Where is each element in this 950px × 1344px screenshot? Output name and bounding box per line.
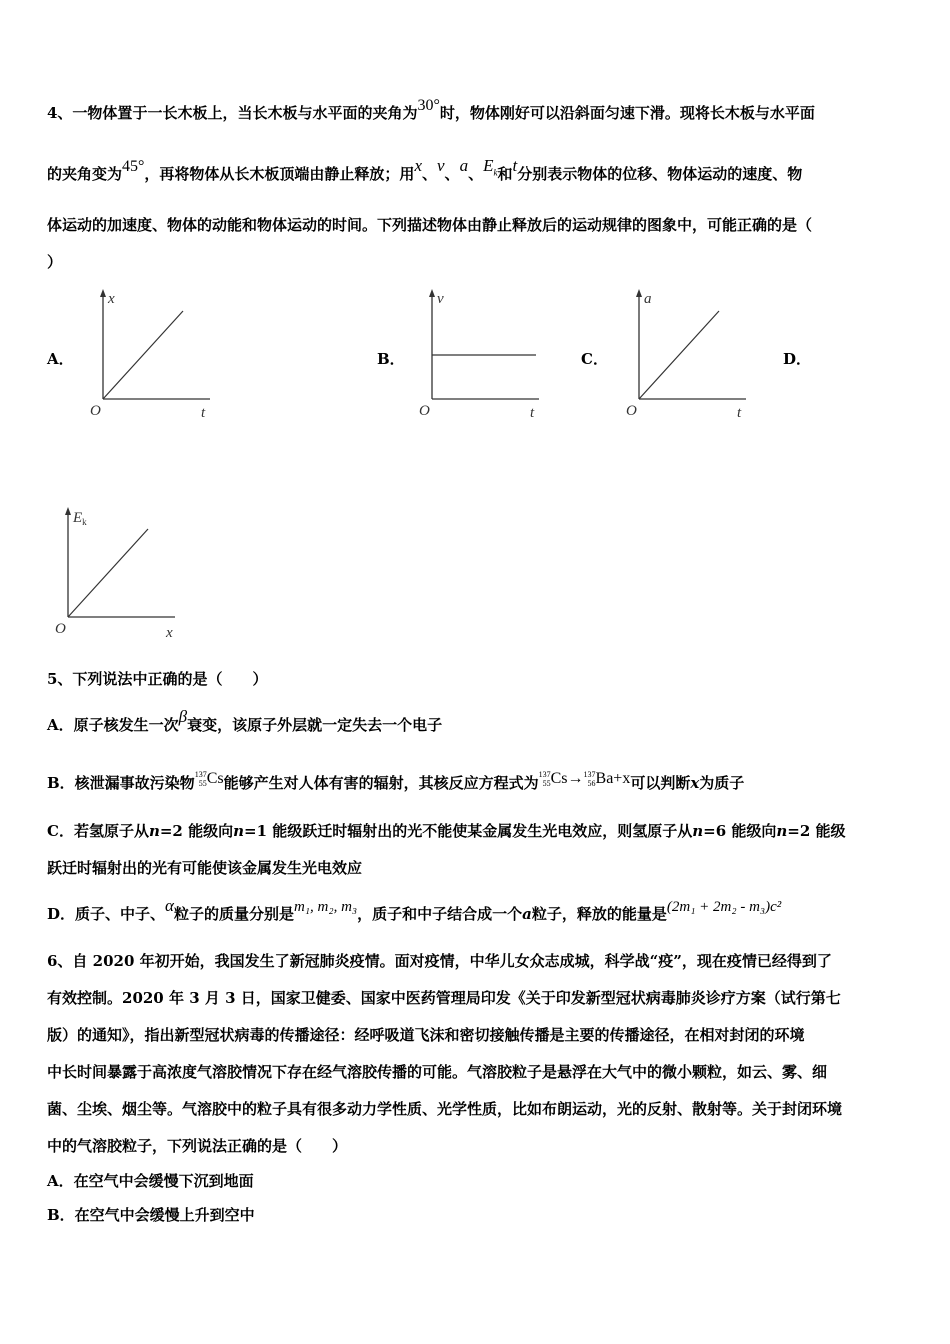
beta-symbol: β: [178, 707, 188, 726]
origin-label: O: [626, 403, 637, 419]
y-arrow: [100, 289, 106, 297]
angle-45: 45°: [122, 158, 145, 175]
y-arrow: [636, 289, 642, 297]
q4-line-1: 4、一物体置于一长木板上，当长木板与水平面的夹角为30°时，物体刚好可以沿斜面匀速下滑。现将长木板与水平面: [47, 97, 815, 122]
q6-line-5: 菌、尘埃、烟尘等。气溶胶中的粒子具有很多动力学性质、光学性质，比如布朗运动，光的反射、散射等。关于封闭环境: [47, 1100, 843, 1118]
q6-line-1: 6、自 2020 年初开始，我国发生了新冠肺炎疫情。面对疫情，中华儿女众志成城，科学战“疫”，现在疫情已经得到了: [47, 952, 832, 970]
graph-a: [88, 287, 218, 422]
alpha-symbol: α: [165, 896, 174, 915]
angle-30: 30°: [417, 97, 440, 114]
energy-formula: (2m₁ + 2m₂ - m₃)c²: [666, 899, 782, 915]
x-label: t: [530, 405, 535, 421]
q6-line-2: 有效控制。2020 年 3 月 3 日，国家卫健委、国家中医药管理局印发《关于印发新型冠状病毒肺炎诊疗方案（试行第七: [47, 989, 841, 1007]
q5-option-c-line-1: C．若氢原子从n=2 能级向n=1 能级跃迁时辐射出的光不能使某金属发生光电效应，则氢原子从n=6 能级向n=2 能级: [47, 822, 846, 840]
q5-option-b: B．核泄漏事故污染物 137 55 Cs能够产生对人体有害的辐射，其核反应方程式为 137 55 Cs→ 137 56 Ba+x可以判断x为质子: [47, 769, 745, 792]
symbol-a: a: [459, 156, 469, 175]
series-line: [68, 529, 148, 617]
symbol-t: t: [512, 156, 518, 175]
origin-label: O: [90, 403, 101, 419]
y-arrow: [65, 507, 71, 515]
x-label: t: [737, 405, 742, 421]
masses: m₁, m₂, m₃: [293, 899, 358, 915]
symbol-x: x: [414, 156, 422, 175]
graph-c: [624, 287, 754, 422]
graph-b: [417, 287, 547, 422]
q6-line-6: 中的气溶胶粒子，下列说法正确的是（ ）: [47, 1137, 348, 1155]
y-label: a: [644, 291, 652, 307]
q6-option-b: B．在空气中会缓慢上升到空中: [47, 1206, 255, 1224]
option-d-label: D．: [783, 350, 812, 368]
decay-equation: 137 55 Cs→ 137 56 Ba+x: [538, 769, 631, 788]
x-label: x: [166, 625, 173, 641]
series-line: [103, 311, 183, 399]
q6-line-3: 版）的通知》，指出新型冠状病毒的传播途径：经呼吸道飞沫和密切接触传播是主要的传播途径，在相对封闭的环境: [47, 1026, 805, 1044]
x-label: t: [201, 405, 206, 421]
q5-option-a: A．原子核发生一次β衰变，该原子外层就一定失去一个电子: [47, 707, 443, 734]
cs-nuclide: 137 55 Cs: [194, 769, 224, 788]
y-label: x: [108, 291, 115, 307]
symbol-ek: $E_k$: [483, 156, 498, 178]
q5-option-c-line-2: 跃迁时辐射出的光有可能使该金属发生光电效应: [47, 859, 363, 877]
series-line: [639, 311, 719, 399]
option-b-label: B．: [377, 350, 405, 368]
option-c-label: C．: [581, 350, 608, 368]
option-a-label: A．: [47, 350, 74, 368]
origin-label: O: [55, 621, 66, 637]
q4-line-4: ）: [47, 253, 63, 271]
y-label: v: [437, 291, 444, 307]
q4-line-3: 体运动的加速度、物体的动能和物体运动的时间。下列描述物体由静止释放后的运动规律的图象中，可能正确的是（: [47, 216, 813, 234]
graph-d: [53, 505, 188, 642]
symbol-v: v: [437, 156, 445, 175]
q4-line-2: 的夹角变为45°，再将物体从长木板顶端由静止释放；用x、v、a、$E_k$和t分别表示物体的位移、物体运动的速度、物: [47, 156, 803, 183]
q5-option-d: D．质子、中子、α粒子的质量分别是m₁, m₂, m₃，质子和中子结合成一个a粒子，释放的能量是(2m₁ + 2m₂ - m₃)c²: [47, 896, 782, 923]
y-arrow: [429, 289, 435, 297]
origin-label: O: [419, 403, 430, 419]
q6-line-4: 中长时间暴露于高浓度气溶胶情况下存在经气溶胶传播的可能。气溶胶粒子是悬浮在大气中的微小颗粒，如云、雾、细: [47, 1063, 828, 1081]
q5-stem: 5、下列说法中正确的是（ ）: [47, 670, 268, 688]
y-label: $E_k$: [73, 510, 87, 527]
q6-option-a: A．在空气中会缓慢下沉到地面: [47, 1172, 254, 1190]
